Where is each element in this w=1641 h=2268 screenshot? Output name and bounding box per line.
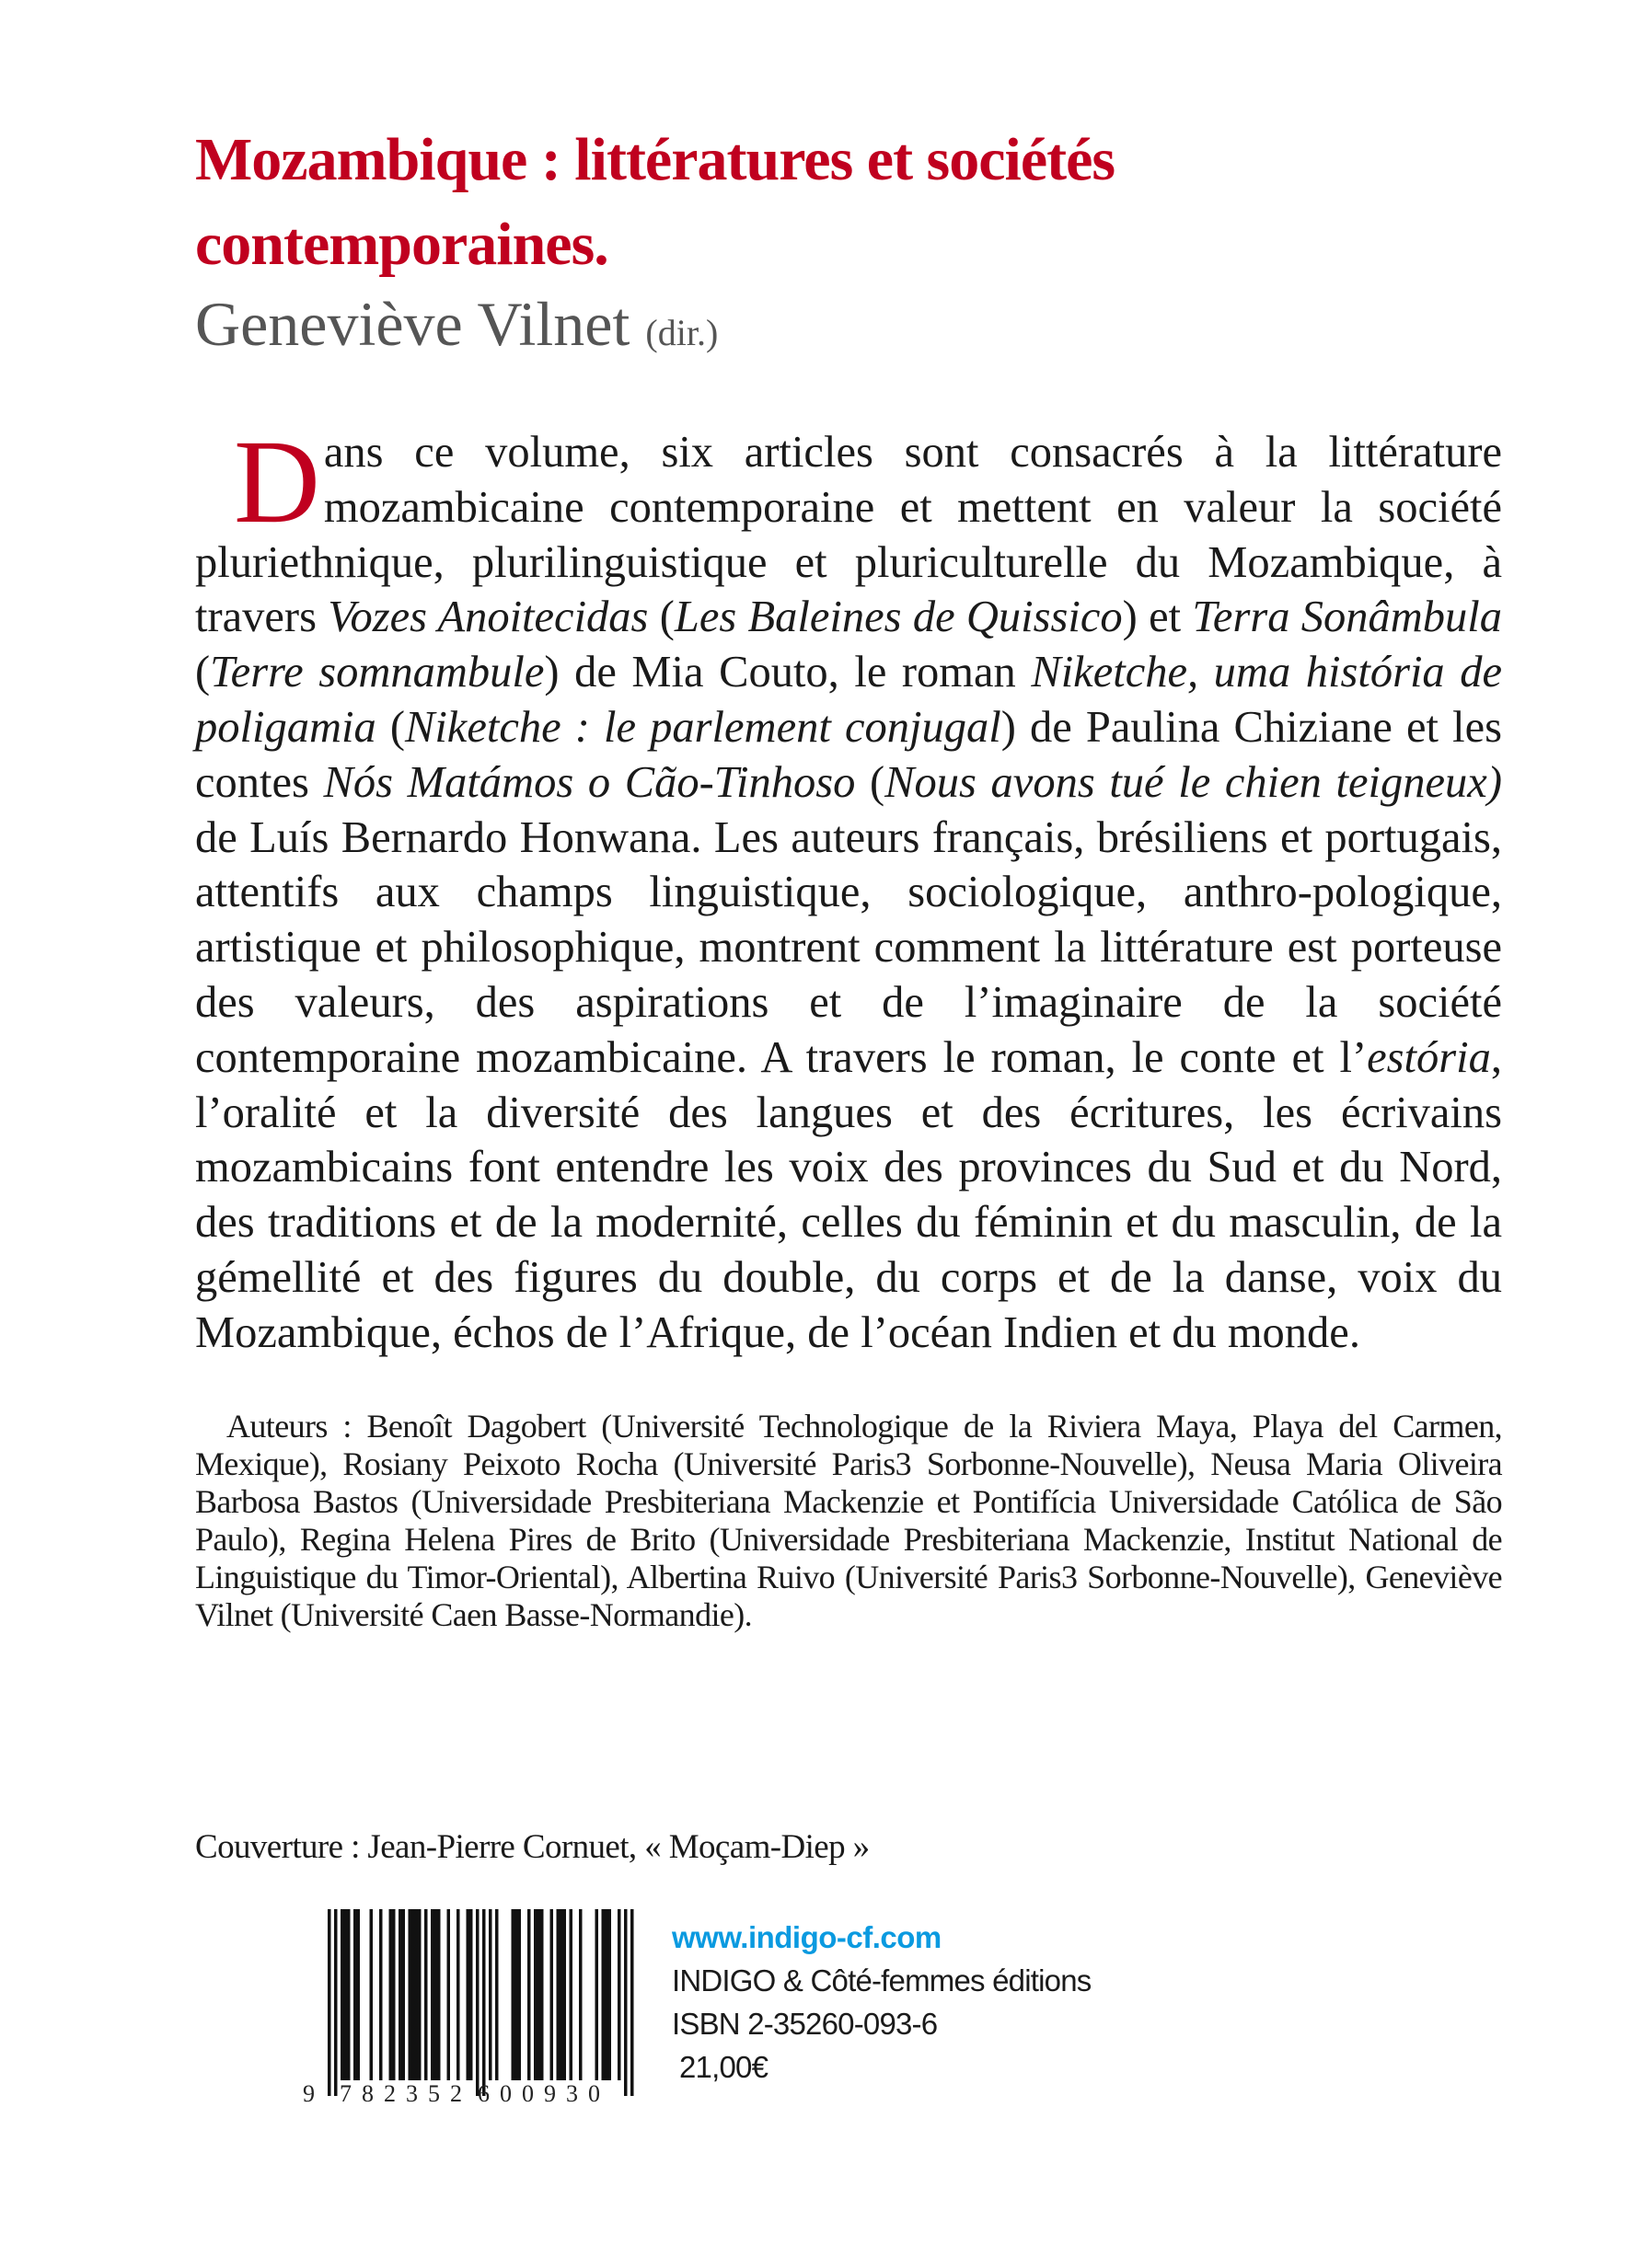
italic-title: Terra Sonâmbula (1192, 593, 1502, 642)
price: 21,00€ (679, 2050, 768, 2084)
italic-title: Nous avons tué le chien teigneux) (884, 757, 1502, 807)
svg-text:0: 0 (522, 2080, 534, 2107)
italic-title: Terre somnambule (210, 648, 545, 697)
blurb-segment: ( (376, 702, 405, 752)
authors-list: Auteurs : Benoît Dagobert (Université Technologique de la Riviera Maya, Playa del Carmen, Mexique), Rosiany Peixoto Rocha (Université Paris3 Sorbonne-Nouvelle), Neusa Maria Oliveira Barbosa Bastos (Universidade Presbiteriana Mackenzie et Pontifícia Universidade Católica de São Paulo), Regina Helena Pires de Brito (Universidade Presbiteriana Mackenzie, Institut National de Linguistique du Timor-Oriental), Albertina Ruivo (Université Paris3 Sorbonne-Nouvelle), Geneviève Vilnet (Université Caen Basse-Normandie). (195, 1408, 1502, 1633)
blurb-segment: ( (195, 648, 211, 697)
book-editor (195, 287, 718, 370)
svg-text:3: 3 (406, 2080, 418, 2107)
blurb-segment: ( (648, 593, 675, 642)
blurb-segment: ( (855, 757, 885, 807)
blurb-text (195, 416, 1502, 1357)
svg-text:5: 5 (428, 2080, 440, 2107)
editor-name: Geneviève Vilnet (195, 289, 630, 359)
publisher-website-link[interactable]: www.indigo-cf.com (672, 1920, 942, 1954)
svg-text:7: 7 (340, 2080, 352, 2107)
publisher-name: INDIGO & Côté-femmes éditions (672, 1963, 1092, 1997)
blurb-segment: , l’oralité et la diversité des langues et des écritures, les écrivains mozambicains font entendre les voix des provinces du Sud et du Nord, des traditions et de la modernité, celles du féminin et du masculin, de la gémellité et des figures du double, du corps et de la danse, voix du Mozambique, échos de l’Afrique, de l’océan Indien et du monde. (195, 1032, 1502, 1357)
barcode-icon (299, 1906, 640, 2109)
drop-cap: D (234, 416, 320, 548)
blurb-segment: ans ce volume, six articles sont consacrés à la littérature mozambicaine contemporaine et mettent en valeur la société pluriethnique, plurilinguistique et pluriculturelle du Mozambique, à travers (195, 428, 1502, 642)
svg-text:8: 8 (362, 2080, 374, 2107)
svg-text:9: 9 (544, 2080, 556, 2107)
italic-title: Nós Matámos o Cão-Tinhoso (323, 757, 856, 807)
isbn-number: ISBN 2-35260-093-6 (672, 2007, 938, 2041)
italic-title: Vozes Anoitecidas (328, 593, 649, 642)
cover-credit: Couverture : Jean-Pierre Cornuet, « Moçam-Diep » (195, 1828, 870, 1866)
italic-title: estória (1367, 1032, 1491, 1082)
svg-text:0: 0 (588, 2080, 600, 2107)
blurb-segment: ) de Paulina Chiziane et les contes (195, 702, 1502, 807)
svg-text:9: 9 (303, 2080, 315, 2107)
svg-text:2: 2 (450, 2080, 462, 2107)
svg-text:2: 2 (384, 2080, 396, 2107)
publisher-block (672, 1916, 1091, 2089)
svg-text:0: 0 (500, 2080, 512, 2107)
italic-title: Les Baleines de Quissico (674, 593, 1123, 642)
blurb-segment: ) de Mia Couto, le roman (544, 648, 1032, 697)
svg-text:3: 3 (566, 2080, 578, 2107)
book-title: Mozambique : littératures et sociétés contemporaines. (195, 126, 1115, 278)
italic-title: Niketche : le parlement conjugal (404, 702, 1001, 752)
isbn-barcode (299, 1906, 640, 2109)
blurb-paragraph (195, 416, 1502, 1361)
italic-title: Niketche, uma história de poligamia (195, 648, 1502, 752)
blurb-segment: ) et (1122, 593, 1193, 642)
blurb-segment: de Luís Bernardo Honwana. Les auteurs français, brésiliens et portugais, attentifs aux champs linguistique, sociologique, anthro-pologique, artistique et philosophique, montrent comment la littérature est porteuse des valeurs, des aspirations et de l’imaginaire de la société contemporaine mozambicaine. A travers le roman, le conte et l’ (195, 812, 1502, 1082)
editor-role: (dir.) (645, 312, 719, 353)
svg-text:6: 6 (478, 2080, 490, 2107)
